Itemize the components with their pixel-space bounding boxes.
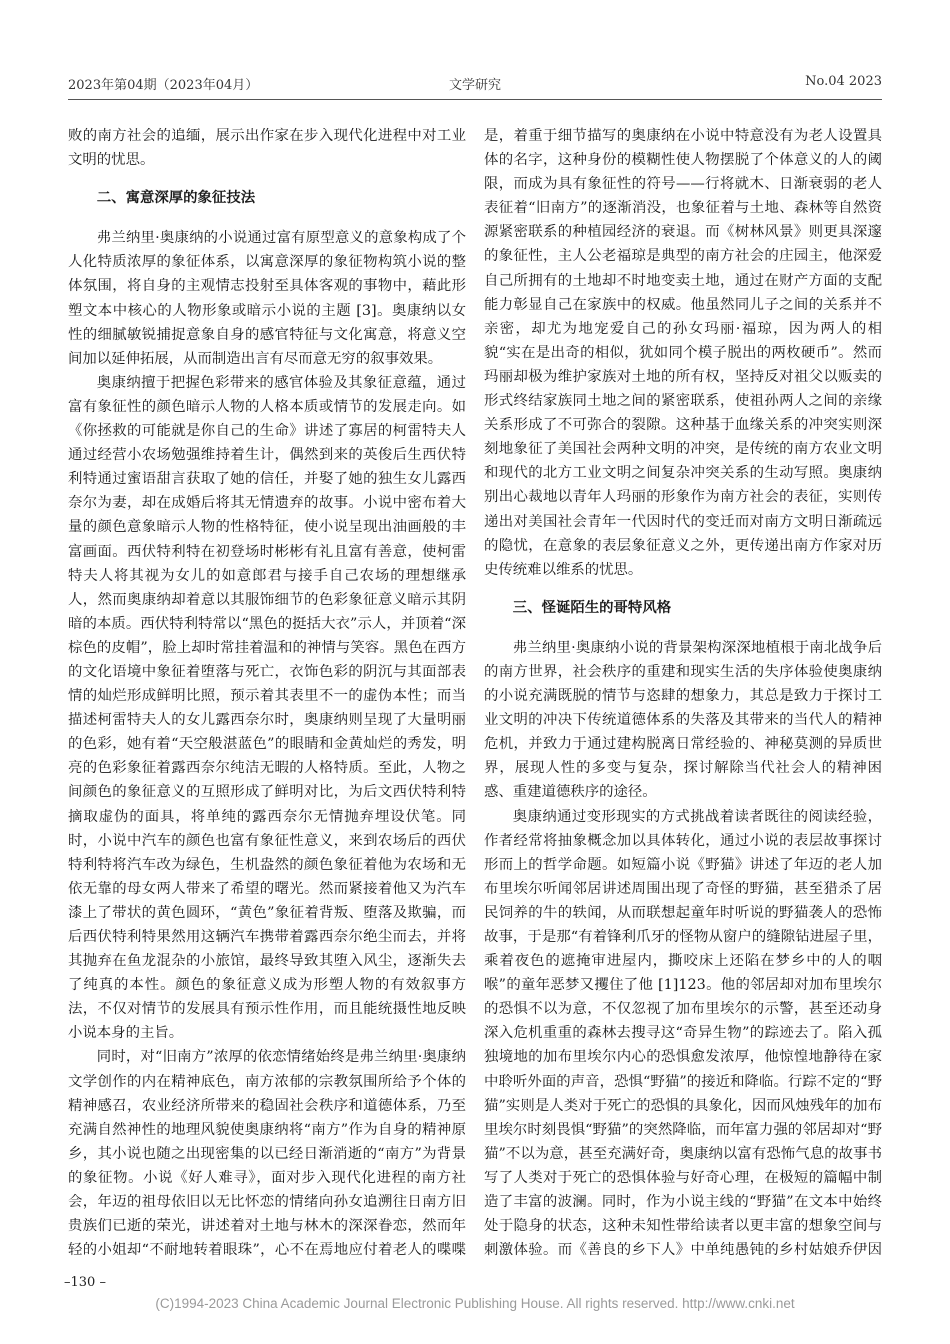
header-issue: 2023年第04期（2023年04月） (68, 78, 259, 93)
paragraph: 奥康纳通过变形现实的方式挑战着读者既往的阅读经验，作者经常将抽象概念加以具体转化，通过小说的表层故事探讨形而上的哲学命题。如短篇小说《野猫》讲述了年迈的老人加布里埃尔听闻邻居讲述周围出现了奇怪的野猫，甚至猎杀了居民饲养的牛的轶闻，从而联想起童年时听说的野猫袭人的恐怖故事，于是那“有着锋利爪牙的怪物从窗户的缝隙钻进屋子里，乘着夜色的遮掩审进屋内，撕咬床上还陷在梦乡中的人的咽喉”的童年恶梦又攫住了他 [1]123。他的邻居却对加布里埃尔的恐惧不以为意，不仅忽视了加布里埃尔的示警，甚至还动身深入危机重重的森林去搜寻这“奇异生物”的踪迹去了。陷入孤独境地的加布里埃尔内心的恐惧愈发浓厚，他惊惶地静待在家中聆听外面的声音，恐惧“野猫”的接近和降临。行踪不定的“野猫”实则是人类对于死亡的恐惧的具象化，因而风烛残年的加布里埃尔时刻畏惧“野猫”的突然降临，而年富力强的邻居却对“野猫”不以为意，甚至充满好奇，奥康纳以富有恐怖气息的故事书写了人类对于死亡的恐惧体验与好奇心理，在极短的篇幅中制造了丰富的波澜。同时，作为小说主线的“野猫”在文本中始终处于隐身的状态，这种未知性带给读者以更丰富的想象空间与刺激体验。而《善良的乡下人》中单纯愚钝的乡村姑娘乔伊因 (484, 808, 882, 1259)
page-number: –130 – (64, 1275, 106, 1290)
section-heading-3: 三、怪诞陌生的哥特风格 (512, 599, 672, 616)
paragraph: 同时，对“旧南方”浓厚的依恋情绪始终是弗兰纳里·奥康纳文学创作的内在精神底色，南方浓郁的宗教氛围所给予个体的精神感召，农业经济所带来的稳固社会秩序和道德体系，乃至充满自然神性的地理风貌使奥康纳将“南方”作为自身的精神原乡，其小说也随之出现密集的以已经日渐消逝的“南方”为背景的象征物。小说《好人难寻》，面对步入现代化进程的南方社会，年迈的祖母依旧以无比怀恋的情绪向孙女追溯往日南方旧贵族们已逝的荣光，讲述着对土地与林木的深深眷恋，然而年轻的小姐却“不耐地转着眼珠”，心不在焉地应付着老人的喋喋 (68, 1049, 466, 1259)
header-rule (68, 99, 882, 100)
header-journal: 文学研究 (448, 78, 501, 93)
paragraph: 弗兰纳里·奥康纳的小说通过富有原型意义的意象构成了个人化特质浓厚的象征体系，以寓意深厚的象征物构筑小说的整体氛围，将自身的主观情志投射至具体客观的事物中，藉此形塑文本中核心的人物形象或暗示小说的主题 [3]。奥康纳以女性的细腻敏锐捕捉意象自身的感官特征与文化寓意，将意义空间加以延伸拓展，从而制造出言有尽而意无穷的叙事效果。 (68, 230, 466, 367)
section-heading-2: 二、寓意深厚的象征技法 (96, 190, 256, 207)
header-number: No.04 2023 (805, 74, 882, 89)
paragraph: 败的南方社会的追缅，展示出作家在步入现代化进程中对工业文明的忧思。 (68, 128, 466, 169)
paragraph: 奥康纳擅于把握色彩带来的感官体验及其象征意蕴，通过富有象征性的颜色暗示人物的人格本质或情节的发展走向。如《你拯救的可能就是你自己的生命》讲述了寡居的柯雷特夫人通过经营小农场勉强维持着生计，偶然到来的英俊后生西伏特利特通过蜜语甜言获取了她的信任，并娶了她的独生女儿露西奈尔为妻，却在成婚后将其无情遗弃的故事。小说中密布着大量的颜色意象暗示人物的性格特征，使小说呈现出油画般的丰富画面。西伏特利特在初登场时彬彬有礼且富有善意，使柯雷特夫人将其视为女儿的如意郎君与接手自己农场的理想继承人，然而奥康纳却着意以其服饰细节的色彩象征意义暗示其阴暗的本质。西伏特利特常以“黑色的挺括大衣”示人，并顶着“深棕色的皮帽”，脸上却时常挂着温和的神情与笑容。黑色在西方的文化语境中象征着堕落与死亡，衣饰色彩的阴沉与其面部表情的灿烂形成鲜明比照，预示着其表里不一的虚伪本性；而当描述柯雷特夫人的女儿露西奈尔时，奥康纳则呈现了大量明丽的色彩，她有着“天空般湛蓝色”的眼睛和金黄灿烂的秀发，明亮的色彩象征着露西奈尔纯洁无暇的人格特质。至此，人物之间颜色的象征意义的互照形成了鲜明对比，为后文西伏特利特摘取虚伪的面具，将单纯的露西奈尔无情抛弃埋设伏笔。同时，小说中汽车的颜色也富有象征性意义，来到农场后的西伏特利特将汽车改为绿色，生机盎然的颜色象征着他为农场和无依无靠的母女两人带来了希望的曙光。然而紧接着他又为汽车漆上了带状的黄色圆环，“黄色”象征着背叛、堕落及欺骗，而后西伏特利特果然用这辆汽车携带着露西奈尔绝尘而去，并将其抛弃在鱼龙混杂的小旅馆，最终导致其堕入风尘，逐渐失去了纯真的本性。颜色的象征意义成为形塑人物的有效叙事方法，不仅对情节的发展具有预示性作用，而且能统摄性地反映小说本身的主旨。 (68, 374, 466, 1042)
paragraph: 弗兰纳里·奥康纳小说的背景架构深深地植根于南北战争后的南方世界，社会秩序的重建和现实生活的失序体验使奥康纳的小说充满既脱的情节与恣肆的想象力，其总是致力于探讨工业文明的冲决下传统道德体系的失落及其带来的当代人的精神危机，并致力于通过建构脱离日常经验的、神秘莫测的异质世界，展现人性的多变与复杂，探讨解除当代社会人的精神困惑、重建道德秩序的途径。 (484, 639, 882, 801)
copyright-footer: (C)1994-2023 China Academic Journal Electronic Publishing House. All rights reserved. http://www.cnki.net (155, 1296, 795, 1311)
right-column (484, 124, 882, 1260)
paragraph: 是，着重于细节描写的奥康纳在小说中特意没有为老人设置具体的名字，这种身份的模糊性使人物摆脱了个体意义的人的阈限，而成为具有象征性的符号——行将就木、日渐衰弱的老人表征着“旧南方”的逐渐消没，也象征着与土地、森林等自然资源紧密联系的种植园经济的衰退。而《树林风景》则更具深邃的象征性，主人公老福琼是典型的南方社会的庄园主，他深爱自己所拥有的土地却不时地变卖土地，通过在财产方面的支配能力彰显自己在家族中的权威。他虽然同儿子之间的关系并不亲密，却尤为地宠爱自己的孙女玛丽·福琼，因为两人的相貌“实在是出奇的相似，犹如同个模子脱出的两枚硬币”。然而玛丽却极为维护家族对土地的所有权，坚持反对祖父以贩卖的形式终结家族同土地之间的紧密联系，使祖孙两人之间的亲缘关系形成了不可弥合的裂隙。这种基于血缘关系的冲突实则深刻地象征了美国社会两种文明的冲突，是传统的南方农业文明和现代的北方工业文明之间复杂冲突关系的生动写照。奥康纳别出心裁地以青年人玛丽的形象作为南方社会的表征，实则传递出对美国社会青年一代因时代的变迁而对南方文明日渐疏远的隐忧，在意象的表层象征意义之外，更传递出南方作家对历史传统难以维系的忧思。 (484, 128, 882, 578)
left-column (68, 124, 466, 1260)
running-header (68, 74, 882, 96)
